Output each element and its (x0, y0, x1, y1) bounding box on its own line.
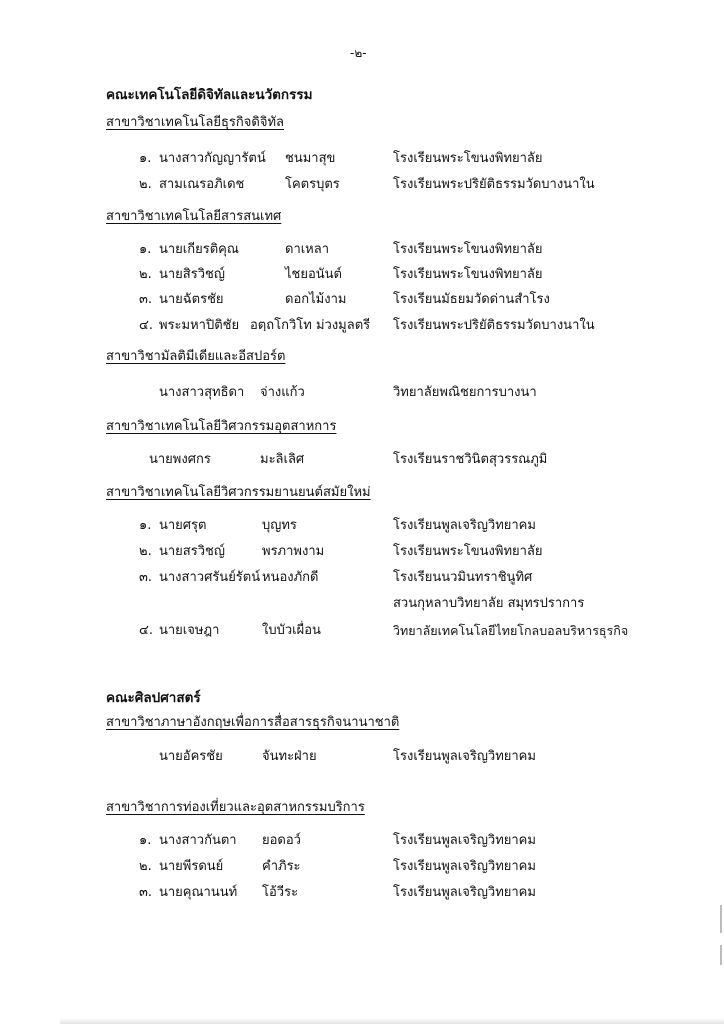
scan-bottom-edge (60, 1018, 724, 1024)
student-last-name: บุญทร (262, 518, 297, 533)
student-school: โรงเรียนพูลเจริญวิทยาคม (393, 859, 536, 874)
student-number: ๔. (139, 623, 153, 638)
scan-edge-mark (720, 945, 722, 965)
student-first-name: นายสิรวิชญ์ (159, 267, 225, 282)
student-number: ๔. (139, 318, 153, 333)
page-number: -๒- (350, 46, 367, 60)
student-school: โรงเรียนราชวินิตสุวรรณภูมิ (393, 452, 548, 467)
student-last-name: จ่างแก้ว (260, 385, 305, 400)
program-title: สาขาวิชาเทคโนโลยีธุรกิจดิจิทัล (106, 115, 284, 130)
student-last-name: ชนมาสุข (285, 151, 336, 166)
program-title: สาขาวิชามัลติมีเดียและอีสปอร์ต (106, 349, 286, 364)
program-title: สาขาวิชาเทคโนโลยีสารสนเทศ (106, 209, 282, 224)
program-title: สาขาวิชาเทคโนโลยีวิศวกรรมอุตสาหการ (106, 419, 337, 434)
student-last-name: ใบบัวเผื่อน (262, 623, 321, 638)
student-last-name: มะลิเลิศ (260, 452, 305, 467)
student-first-name: นายสรวิชญ์ (159, 544, 225, 559)
program-title: สาขาวิชาการท่องเที่ยวและอุตสาหกรรมบริการ (106, 800, 365, 815)
student-first-name: นางสาวกัญญารัตน์ (159, 151, 266, 166)
student-last-name: คำภิระ (262, 859, 301, 874)
student-number: ๒. (139, 859, 152, 874)
student-first-name: นายพีรดนย์ (159, 859, 224, 874)
student-number: ๑. (139, 151, 152, 166)
student-first-name: นายฉัตรชัย (159, 292, 224, 307)
student-last-name: ดอกไม้งาม (285, 292, 347, 307)
student-school: โรงเรียนพูลเจริญวิทยาคม (393, 518, 536, 533)
student-first-name: นางสาวกันตา (159, 833, 237, 848)
student-first-name: นายคุณานนท์ (159, 885, 238, 900)
student-number: ๒. (139, 177, 152, 192)
student-school: โรงเรียนพระโขนงพิทยาลัย (393, 242, 543, 257)
student-number: ๓. (139, 570, 153, 585)
student-last-name: โคตรบุตร (285, 177, 340, 192)
student-school: โรงเรียนพูลเจริญวิทยาคม (393, 885, 536, 900)
student-last-name: ไชยอนันต์ (285, 267, 343, 282)
student-school: วิทยาลัยพณิชยการบางนา (393, 385, 537, 400)
student-number: ๓. (139, 292, 153, 307)
student-first-name: นายเกียรติคุณ (159, 242, 239, 257)
student-number: ๑. (139, 833, 152, 848)
program-title: สาขาวิชาเทคโนโลยีวิศวกรรมยานยนต์สมัยใหม่ (106, 485, 371, 500)
student-school: โรงเรียนพระโขนงพิทยาลัย (393, 151, 543, 166)
student-number: ๒. (139, 544, 152, 559)
student-number: ๒. (139, 267, 152, 282)
student-last-name: อตฺถโกวิโท ม่วงมูลตรี (250, 318, 371, 333)
student-number: ๑. (139, 242, 152, 257)
student-last-name: ยอดอว์ (262, 833, 301, 848)
student-first-name: นายพงศกร (149, 452, 211, 467)
student-first-name: นายอัครชัย (159, 749, 223, 764)
student-school: โรงเรียนพระโขนงพิทยาลัย (393, 544, 543, 559)
scan-edge-mark (720, 905, 722, 933)
student-first-name: นายเจษฎา (159, 623, 220, 638)
student-first-name: นายศรุต (159, 518, 207, 533)
program-title: สาขาวิชาภาษาอังกฤษเพื่อการสื่อสารธุรกิจนานาชาติ (106, 715, 400, 730)
student-first-name: พระมหาปิติชัย (159, 318, 240, 333)
faculty-title: คณะศิลปศาสตร์ (106, 690, 201, 706)
student-school: โรงเรียนพระปริยัติธรรมวัดบางนาใน (393, 318, 595, 333)
student-first-name: นางสาวศรันย์รัตน์ (159, 570, 261, 585)
student-school: โรงเรียนพูลเจริญวิทยาคม (393, 749, 536, 764)
student-school: โรงเรียนมัธยมวัดด่านสำโรง (393, 292, 550, 307)
student-school: โรงเรียนพูลเจริญวิทยาคม (393, 833, 536, 848)
student-school-line2: สวนกุหลาบวิทยาลัย สมุทรปราการ (393, 596, 585, 611)
student-school: โรงเรียนพระปริยัติธรรมวัดบางนาใน (393, 177, 595, 192)
student-number: ๑. (139, 518, 152, 533)
student-last-name: ดาเหลา (285, 242, 330, 257)
student-number: ๓. (139, 885, 153, 900)
student-first-name: สามเณรอภิเดช (159, 177, 245, 192)
student-last-name: โอ้วีระ (262, 885, 299, 900)
faculty-title: คณะเทคโนโลยีดิจิทัลและนวัตกรรม (106, 87, 313, 103)
student-first-name: นางสาวสุทธิดา (159, 385, 245, 400)
student-school: โรงเรียนนวมินทราชินูทิศ (393, 570, 533, 585)
student-last-name: จันทะฝ่าย (262, 749, 317, 764)
student-school: วิทยาลัยเทคโนโลยีไทยโกลบอลบริหารธุรกิจ (393, 623, 629, 638)
student-last-name: หนองภักดี (262, 570, 319, 585)
student-last-name: พรภาพงาม (262, 544, 325, 559)
student-school: โรงเรียนพระโขนงพิทยาลัย (393, 267, 543, 282)
